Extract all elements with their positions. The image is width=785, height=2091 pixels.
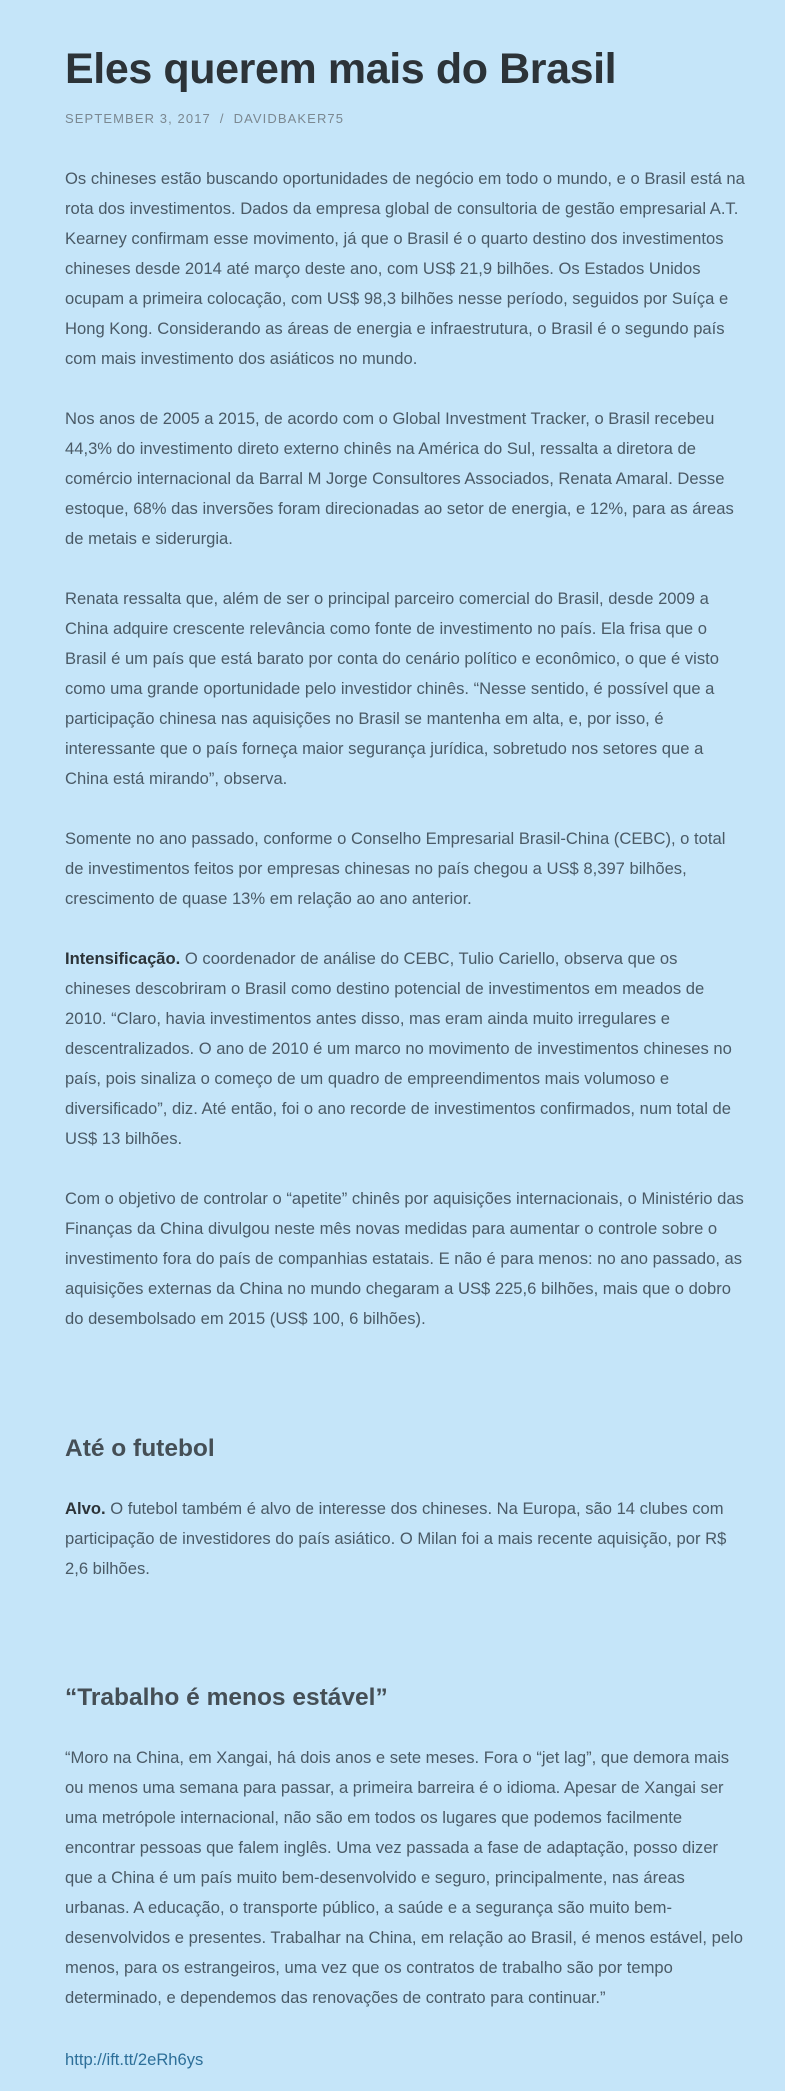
post-author-link[interactable]: DAVIDBAKER75	[233, 111, 345, 126]
post-meta	[65, 110, 344, 128]
section-heading-trabalho: “Trabalho é menos estável”	[65, 1684, 388, 1711]
section-futebol-body	[65, 1494, 745, 1584]
paragraph-lead: Intensificação.	[65, 949, 181, 968]
paragraph: Somente no ano passado, conforme o Conselho Empresarial Brasil-China (CEBC), o total de investimentos feitos por empresas chinesas no país chegou a US$ 8,397 bilhões, crescimento de quase 13% em relação ao ano anterior.	[65, 829, 726, 908]
paragraph: Renata ressalta que, além de ser o principal parceiro comercial do Brasil, desde 2009 a China adquire crescente relevância como fonte de investimento no país. Ela frisa que o Brasil é um país que está barato por conta do cenário político e econômico, o que é visto como uma grande oportunidade pelo investidor chinês. “Nesse sentido, é possível que a participação chinesa nas aquisições no Brasil se mantenha em alta, e, por isso, é interessante que o país forneça maior segurança jurídica, sobretudo nos setores que a China está mirando”, observa.	[65, 589, 719, 788]
paragraph: Nos anos de 2005 a 2015, de acordo com o Global Investment Tracker, o Brasil recebeu 44,3% do investimento direto externo chinês na América do Sul, ressalta a diretora de comércio internacional da Barral M Jorge Consultores Associados, Renata Amaral. Desse estoque, 68% das inversões foram direcionadas ao setor de energia, e 12%, para as áreas de metais e siderurgia.	[65, 409, 734, 548]
paragraph	[65, 944, 745, 1154]
post-body	[65, 164, 745, 1364]
section-trabalho-body	[65, 1743, 745, 2013]
post-date-link[interactable]: SEPTEMBER 3, 2017	[65, 111, 211, 126]
post-title: Eles querem mais do Brasil	[65, 45, 617, 93]
paragraph-text: O futebol também é alvo de interesse dos chineses. Na Europa, são 14 clubes com participação de investidores do país asiático. O Milan foi a mais recente aquisição, por R$ 2,6 bilhões.	[65, 1499, 727, 1578]
paragraph-lead: Alvo.	[65, 1499, 106, 1518]
source-link[interactable]: http://ift.tt/2eRh6ys	[65, 2050, 204, 2069]
paragraph-text: O coordenador de análise do CEBC, Tulio Cariello, observa que os chineses descobriram o Brasil como destino potencial de investimentos em meados de 2010. “Claro, havia investimentos antes disso, mas eram ainda muito irregulares e descentralizados. O ano de 2010 é um marco no movimento de investimentos chineses no país, pois sinaliza o começo de um quadro de empreendimentos mais volumoso e diversificado”, diz. Até então, foi o ano recorde de investimentos confirmados, num total de US$ 13 bilhões.	[65, 949, 732, 1148]
paragraph: “Moro na China, em Xangai, há dois anos e sete meses. Fora o “jet lag”, que demora mais ou menos uma semana para passar, a primeira barreira é o idioma. Apesar de Xangai ser uma metrópole internacional, não são em todos os lugares que podemos facilmente encontrar pessoas que falem inglês. Uma vez passada a fase de adaptação, posso dizer que a China é um país muito bem-desenvolvido e seguro, principalmente, nas áreas urbanas. A educação, o transporte público, a saúde e a segurança são muito bem-desenvolvidos e presentes. Trabalhar na China, em relação ao Brasil, é menos estável, pelo menos, para os estrangeiros, uma vez que os contratos de trabalho são por tempo determinado, e dependemos das renovações de contrato para continuar.”	[65, 1748, 743, 2007]
paragraph: Os chineses estão buscando oportunidades de negócio em todo o mundo, e o Brasil está na rota dos investimentos. Dados da empresa global de consultoria de gestão empresarial A.T. Kearney confirmam esse movimento, já que o Brasil é o quarto destino dos investimentos chineses desde 2014 até março deste ano, com US$ 21,9 bilhões. Os Estados Unidos ocupam a primeira colocação, com US$ 98,3 bilhões nesse período, seguidos por Suíça e Hong Kong. Considerando as áreas de energia e infraestrutura, o Brasil é o segundo país com mais investimento dos asiáticos no mundo.	[65, 169, 745, 368]
paragraph	[65, 1494, 745, 1584]
section-heading-futebol: Até o futebol	[65, 1435, 215, 1462]
paragraph: Com o objetivo de controlar o “apetite” chinês por aquisições internacionais, o Ministério das Finanças da China divulgou neste mês novas medidas para aumentar o controle sobre o investimento fora do país de companhias estatais. E não é para menos: no ano passado, as aquisições externas da China no mundo chegaram a US$ 225,6 bilhões, mais que o dobro do desembolsado em 2015 (US$ 100, 6 bilhões).	[65, 1189, 744, 1328]
meta-separator: /	[219, 111, 225, 126]
